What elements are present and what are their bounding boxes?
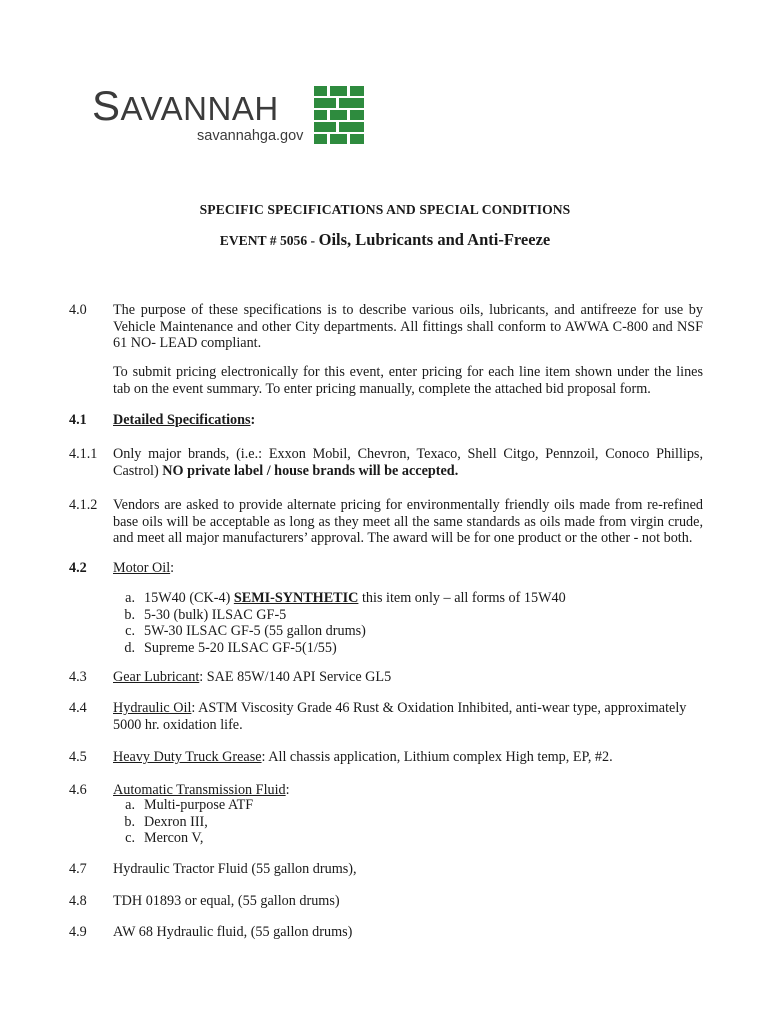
event-title (0, 232, 770, 250)
list-item: c. Mercon V, (125, 830, 204, 847)
section-paragraph: Hydraulic Tractor Fluid (55 gallon drums), (113, 861, 357, 877)
list-item: d. Supreme 5-20 ILSAC GF-5(1/55) (124, 639, 337, 656)
section-heading: Hydraulic Oil (113, 700, 192, 716)
list-item: c. 5W-30 ILSAC GF-5 (55 gallon drums) (125, 623, 366, 640)
section-number: 4.1.2 (69, 497, 98, 513)
section-number: 4.4 (69, 700, 87, 716)
section-heading: Motor Oil (113, 560, 171, 576)
section-paragraph: Only major brands, (i.e.: Exxon Mobil, Chevron, Texaco, Shell Citgo, Pennzoil, Conoco Phillips, Castrol) NO private label / house brands will be accepted. (113, 446, 703, 479)
section-number: 4.9 (69, 924, 87, 940)
section-number: 4.3 (69, 669, 87, 685)
semi-synthetic-label: SEMI-SYNTHETIC (233, 590, 359, 606)
list-item: b. Dexron III, (124, 813, 208, 830)
section-paragraph: AW 68 Hydraulic fluid, (55 gallon drums) (113, 924, 353, 940)
section-heading: Automatic Transmission Fluid (113, 782, 286, 798)
section-number: 4.5 (69, 749, 87, 765)
list-item: a. Multi-purpose ATF (125, 797, 254, 813)
event-name: Oils, Lubricants and Anti-Freeze (318, 230, 551, 249)
section-number: 4.0 (69, 302, 87, 318)
section-number: 4.1.1 (69, 446, 98, 462)
logo-wordmark: SAVANNAH (92, 82, 279, 129)
section-paragraph: To submit pricing electronically for this event, enter pricing for each line item shown under the lines tab on the event summary. To enter pricing manually, complete the attached bid proposal form. (113, 364, 703, 397)
section-heading: Heavy Duty Truck Grease (113, 749, 262, 765)
section-number: 4.1 (69, 412, 87, 428)
savannah-logo (92, 84, 372, 146)
transmission-fluid-list (113, 797, 253, 847)
motor-oil-list (113, 590, 566, 656)
section-paragraph: TDH 01893 or equal, (55 gallon drums) (113, 893, 340, 909)
event-label: EVENT # 5056 - (219, 233, 316, 248)
section-heading: Gear Lubricant (113, 669, 200, 685)
brick-grid-logo-icon (314, 86, 364, 144)
private-label-notice: NO private label / house brands will be accepted. (162, 462, 459, 479)
section-heading: Detailed Specifications (113, 412, 251, 428)
logo-url: savannahga.gov (197, 128, 304, 144)
section-paragraph: The purpose of these specifications is to describe various oils, lubricants, and antifreeze for use by Vehicle Maintenance and other City departments. All fittings shall conform to AWWA C-800 and NSF 61 NO- LEAD compliant. (113, 302, 703, 352)
section-number: 4.8 (69, 893, 87, 909)
section-number: 4.6 (69, 782, 87, 798)
section-number: 4.2 (69, 560, 87, 576)
section-number: 4.7 (69, 861, 87, 877)
list-item: b. 5-30 (bulk) ILSAC GF-5 (124, 606, 287, 623)
document-title: SPECIFIC SPECIFICATIONS AND SPECIAL CONDITIONS (199, 202, 571, 217)
list-item: a. 15W40 (CK-4) SEMI-SYNTHETIC this item only – all forms of 15W40 (125, 590, 566, 606)
section-paragraph: Vendors are asked to provide alternate pricing for environmentally friendly oils made from re-refined base oils will be acceptable as long as they meet all the same standards as oils made from virgin crude, and meet all major manufacturers’ approval. The award will be for one product or the other - not both. (113, 497, 703, 547)
